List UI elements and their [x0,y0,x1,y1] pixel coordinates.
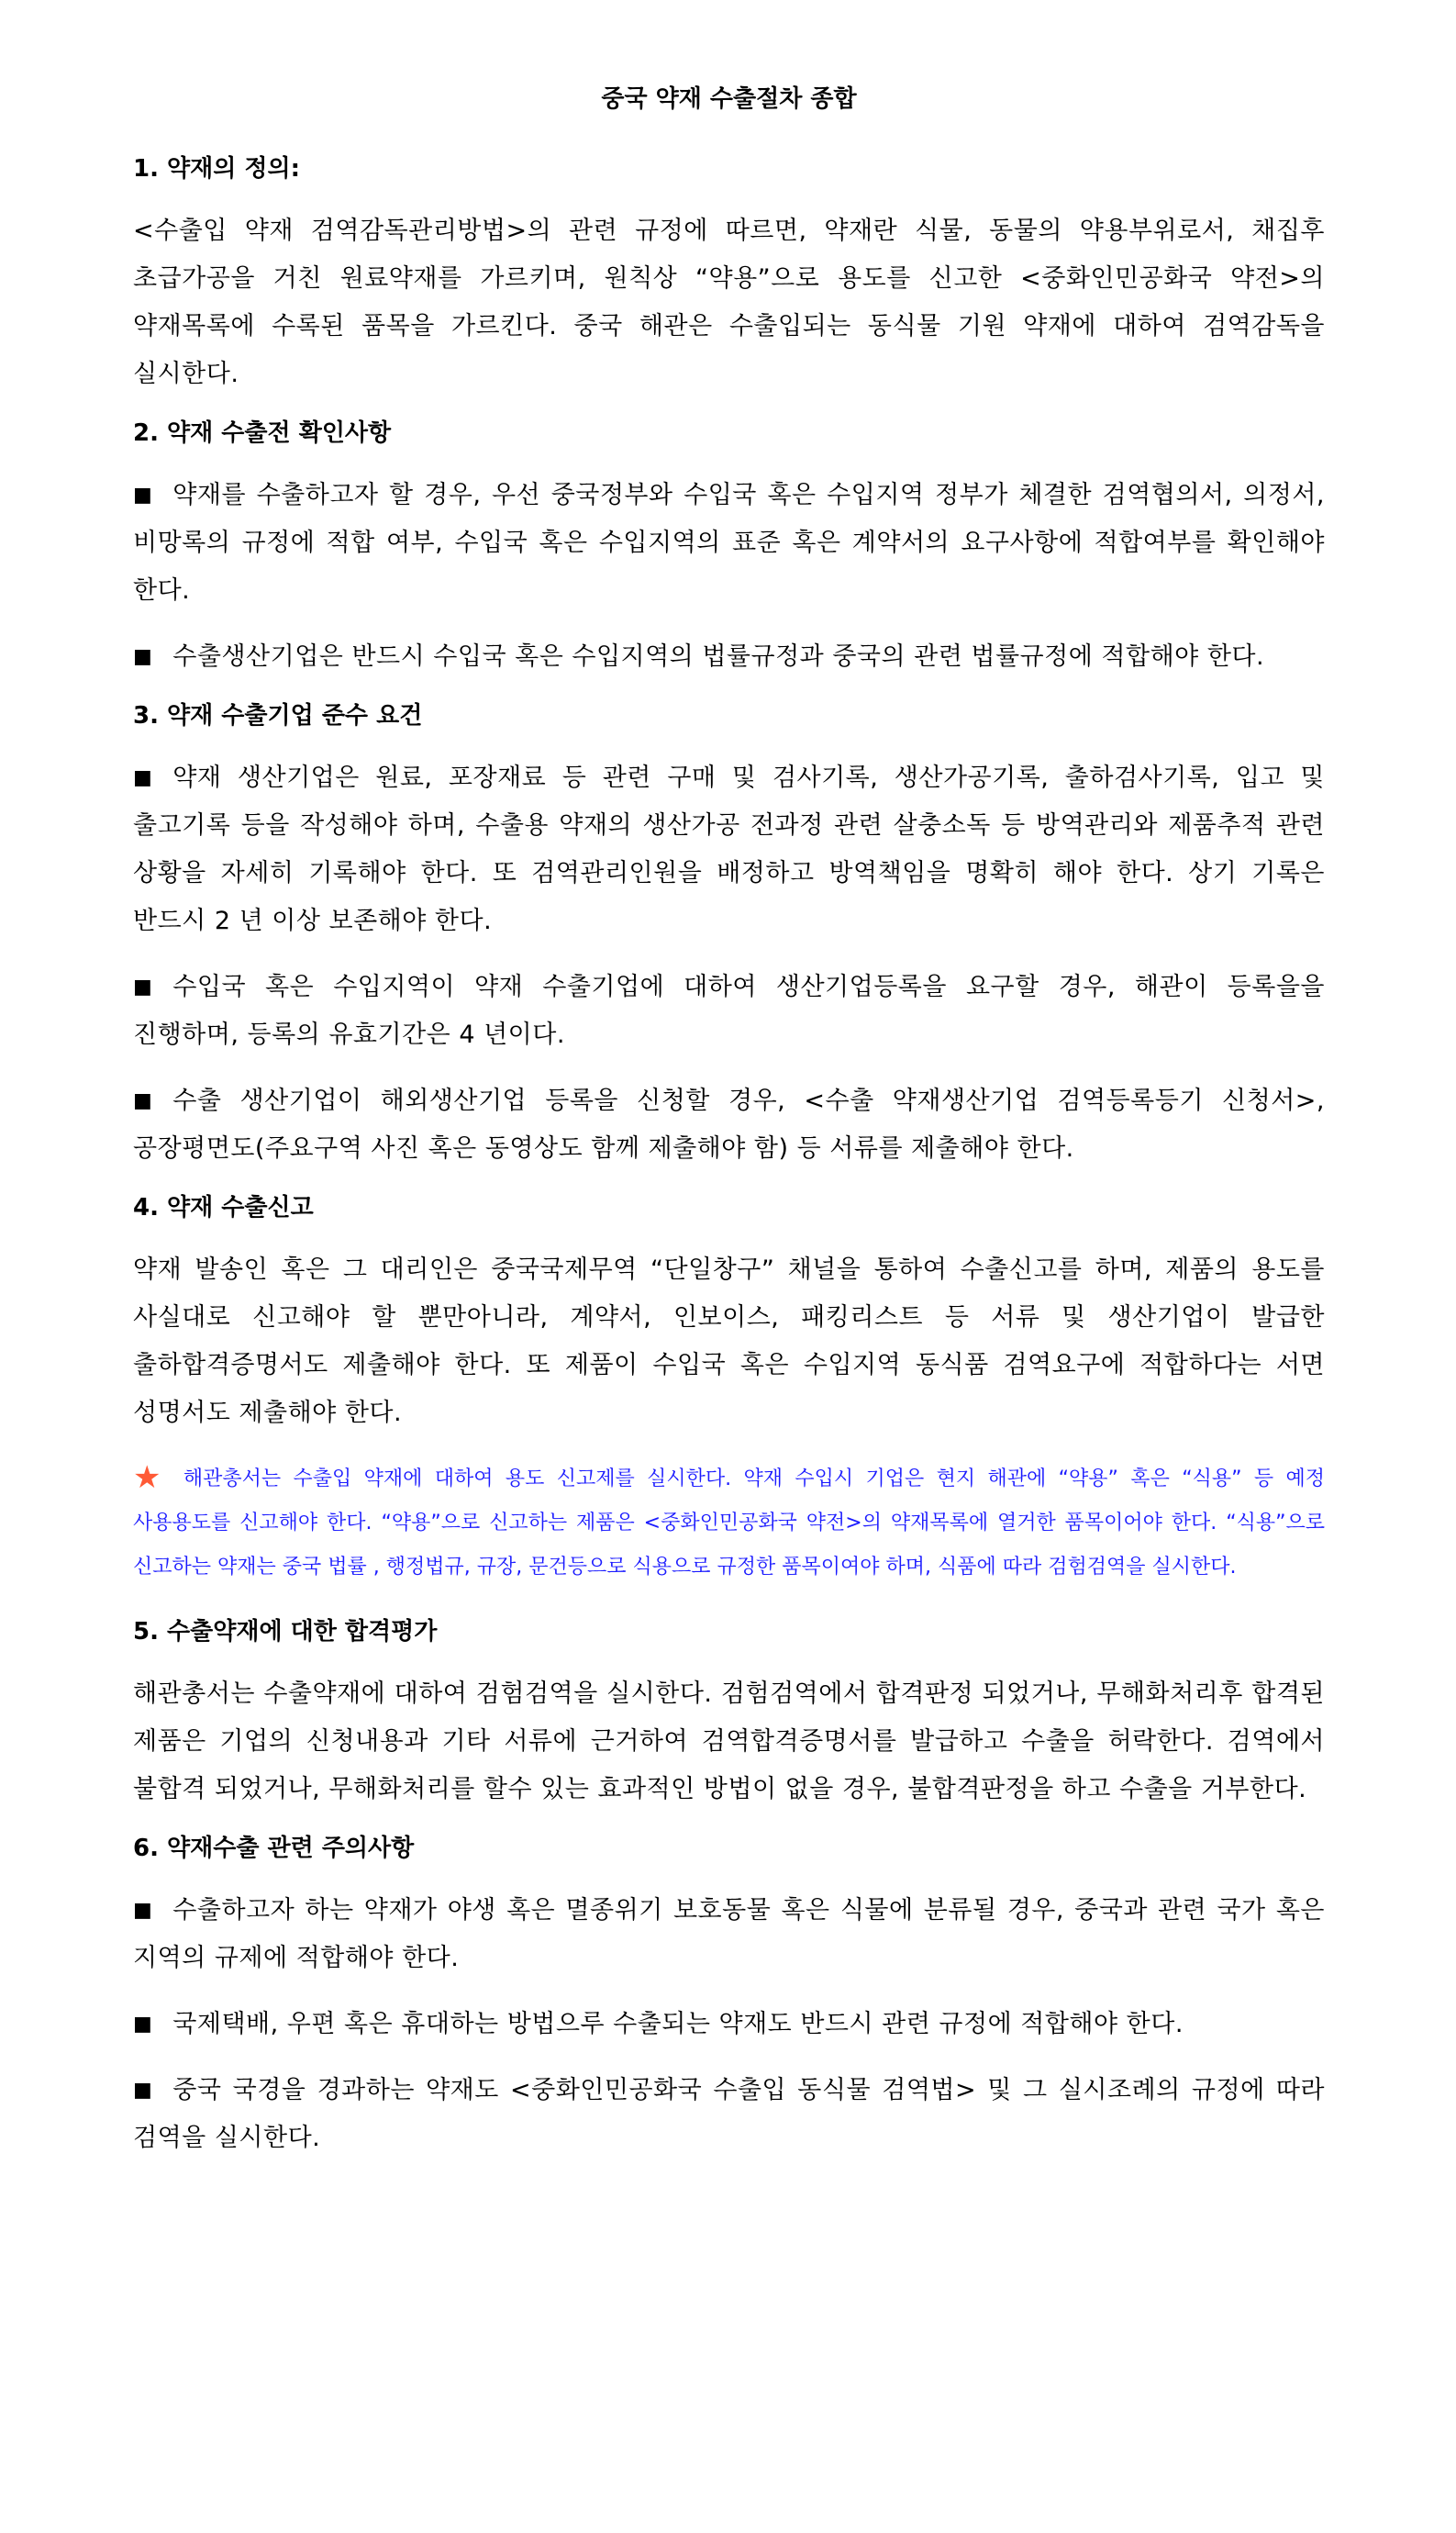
section-3-bullet-3 [133,1077,1325,1173]
section-3-bullet-1 [133,754,1325,945]
bullet-square-icon: ■ [133,2079,153,2102]
bullet-square-icon: ■ [133,1899,153,1922]
section-2-bullet-1 [133,472,1325,615]
section-heading-3: 3. 약재 수출기업 준수 요건 [133,702,423,730]
bullet-square-icon: ■ [133,2013,153,2036]
section-6-bullet-1 [133,1887,1325,1982]
document-title: 중국 약재 수출절차 종합 [601,85,857,113]
section-heading-4: 4. 약재 수출신고 [133,1194,314,1222]
section-3-bullet-2 [133,964,1325,1059]
bullet-square-icon: ■ [133,976,153,999]
note-text: 해관총서는 수출입 약재에 대하여 용도 신고제를 실시한다. 약재 수입시 기업은 현지 해관에 “약용” 혹은 “식용” 등 예정 사용용도를 신고해야 한다. “약용”으로 신고하는 제품은 <중화인민공화국 약전>의 약재목록에 열거한 품목이어야 한다. “식용”으로 신고하는 약재는 중국 법률 , 행정법규, 규장, 문건등으로 식용으로 규정한 품목이여야 하며, 식품에 따라 검험검역을 실시한다. [133,1467,1325,1579]
bullet-text: 수출 생산기업이 해외생산기업 등록을 신청할 경우, <수출 약재생산기업 검역등록등기 신청서>, 공장평면도(주요구역 사진 혹은 동영상도 함께 제출해야 함) 등 서류를 제출해야 한다. [133,1087,1325,1163]
section-2-bullet-2 [133,633,1325,681]
section-heading-1: 1. 약재의 정의: [133,155,301,183]
section-6-bullet-2 [133,2001,1325,2048]
section-1-paragraph: <수출입 약재 검역감독관리방법>의 관련 규정에 따르면, 약재란 식물, 동물의 약용부위로서, 채집후 초급가공을 거친 원료약재를 가르키며, 원칙상 “약용”으로 용도를 신고한 <중화인민공화국 약전>의 약재목록에 수록된 품목을 가르킨다. 중국 해관은 수출입되는 동식물 기원 약재에 대하여 검역감독을 실시한다. [133,217,1325,388]
bullet-text: 수입국 혹은 수입지역이 약재 수출기업에 대하여 생산기업등록을 요구할 경우, 해관이 등록을을 진행하며, 등록의 유효기간은 4 년이다. [133,973,1325,1049]
section-4-paragraph: 약재 발송인 혹은 그 대리인은 중국국제무역 “단일창구” 채널을 통하여 수출신고를 하며, 제품의 용도를 사실대로 신고해야 할 뿐만아니라, 계약서, 인보이스, 패킹리스트 등 서류 및 생산기업이 발급한 출하합격증명서도 제출해야 한다. 또 제품이 수입국 혹은 수입지역 동식품 검역요구에 적합하다는 서면 성명서도 제출해야 한다. [133,1255,1325,1427]
section-heading-2: 2. 약재 수출전 확인사항 [133,419,392,447]
section-heading-6: 6. 약재수출 관련 주의사항 [133,1835,415,1862]
bullet-text: 국제택배, 우편 혹은 휴대하는 방법으루 수출되는 약재도 반드시 관련 규정에 적합해야 한다. [172,2010,1184,2038]
bullet-square-icon: ■ [133,1089,153,1112]
section-6-bullet-3 [133,2067,1325,2162]
bullet-text: 수출하고자 하는 약재가 야생 혹은 멸종위기 보호동물 혹은 식물에 분류될 경우, 중국과 관련 국가 혹은 지역의 규제에 적합해야 한다. [133,1896,1325,1972]
bullet-square-icon: ■ [133,645,153,668]
bullet-square-icon: ■ [133,484,153,507]
customs-note [133,1456,1325,1590]
star-icon: ★ [133,1459,167,1496]
bullet-text: 수출생산기업은 반드시 수입국 혹은 수입지역의 법률규정과 중국의 관련 법률규정에 적합해야 한다. [172,642,1265,671]
bullet-text: 약재 생산기업은 원료, 포장재료 등 관련 구매 및 검사기록, 생산가공기록, 출하검사기록, 입고 및 출고기록 등을 작성해야 하며, 수출용 약재의 생산가공 전과정 관련 살충소독 등 방역관리와 제품추적 관련 상황을 자세히 기록해야 한다. 또 검역관리인원을 배정하고 방역책임을 명확히 해야 한다. 상기 기록은 반드시 2 년 이상 보존해야 한다. [133,764,1325,935]
section-heading-5: 5. 수출약재에 대한 합격평가 [133,1618,438,1646]
section-5-paragraph: 해관총서는 수출약재에 대하여 검험검역을 실시한다. 검험검역에서 합격판정 되었거나, 무해화처리후 합격된 제품은 기업의 신청내용과 기타 서류에 근거하여 검역합격증명서를 발급하고 수출을 허락한다. 검역에서 불합격 되었거나, 무해화처리를 할수 있는 효과적인 방법이 없을 경우, 불합격판정을 하고 수출을 거부한다. [133,1679,1325,1803]
bullet-text: 약재를 수출하고자 할 경우, 우선 중국정부와 수입국 혹은 수입지역 정부가 체결한 검역협의서, 의정서, 비망록의 규정에 적합 여부, 수입국 혹은 수입지역의 표준 혹은 계약서의 요구사항에 적합여부를 확인해야 한다. [133,481,1325,605]
bullet-square-icon: ■ [133,766,153,789]
bullet-text: 중국 국경을 경과하는 약재도 <중화인민공화국 수출입 동식물 검역법> 및 그 실시조례의 규정에 따라 검역을 실시한다. [133,2076,1325,2152]
